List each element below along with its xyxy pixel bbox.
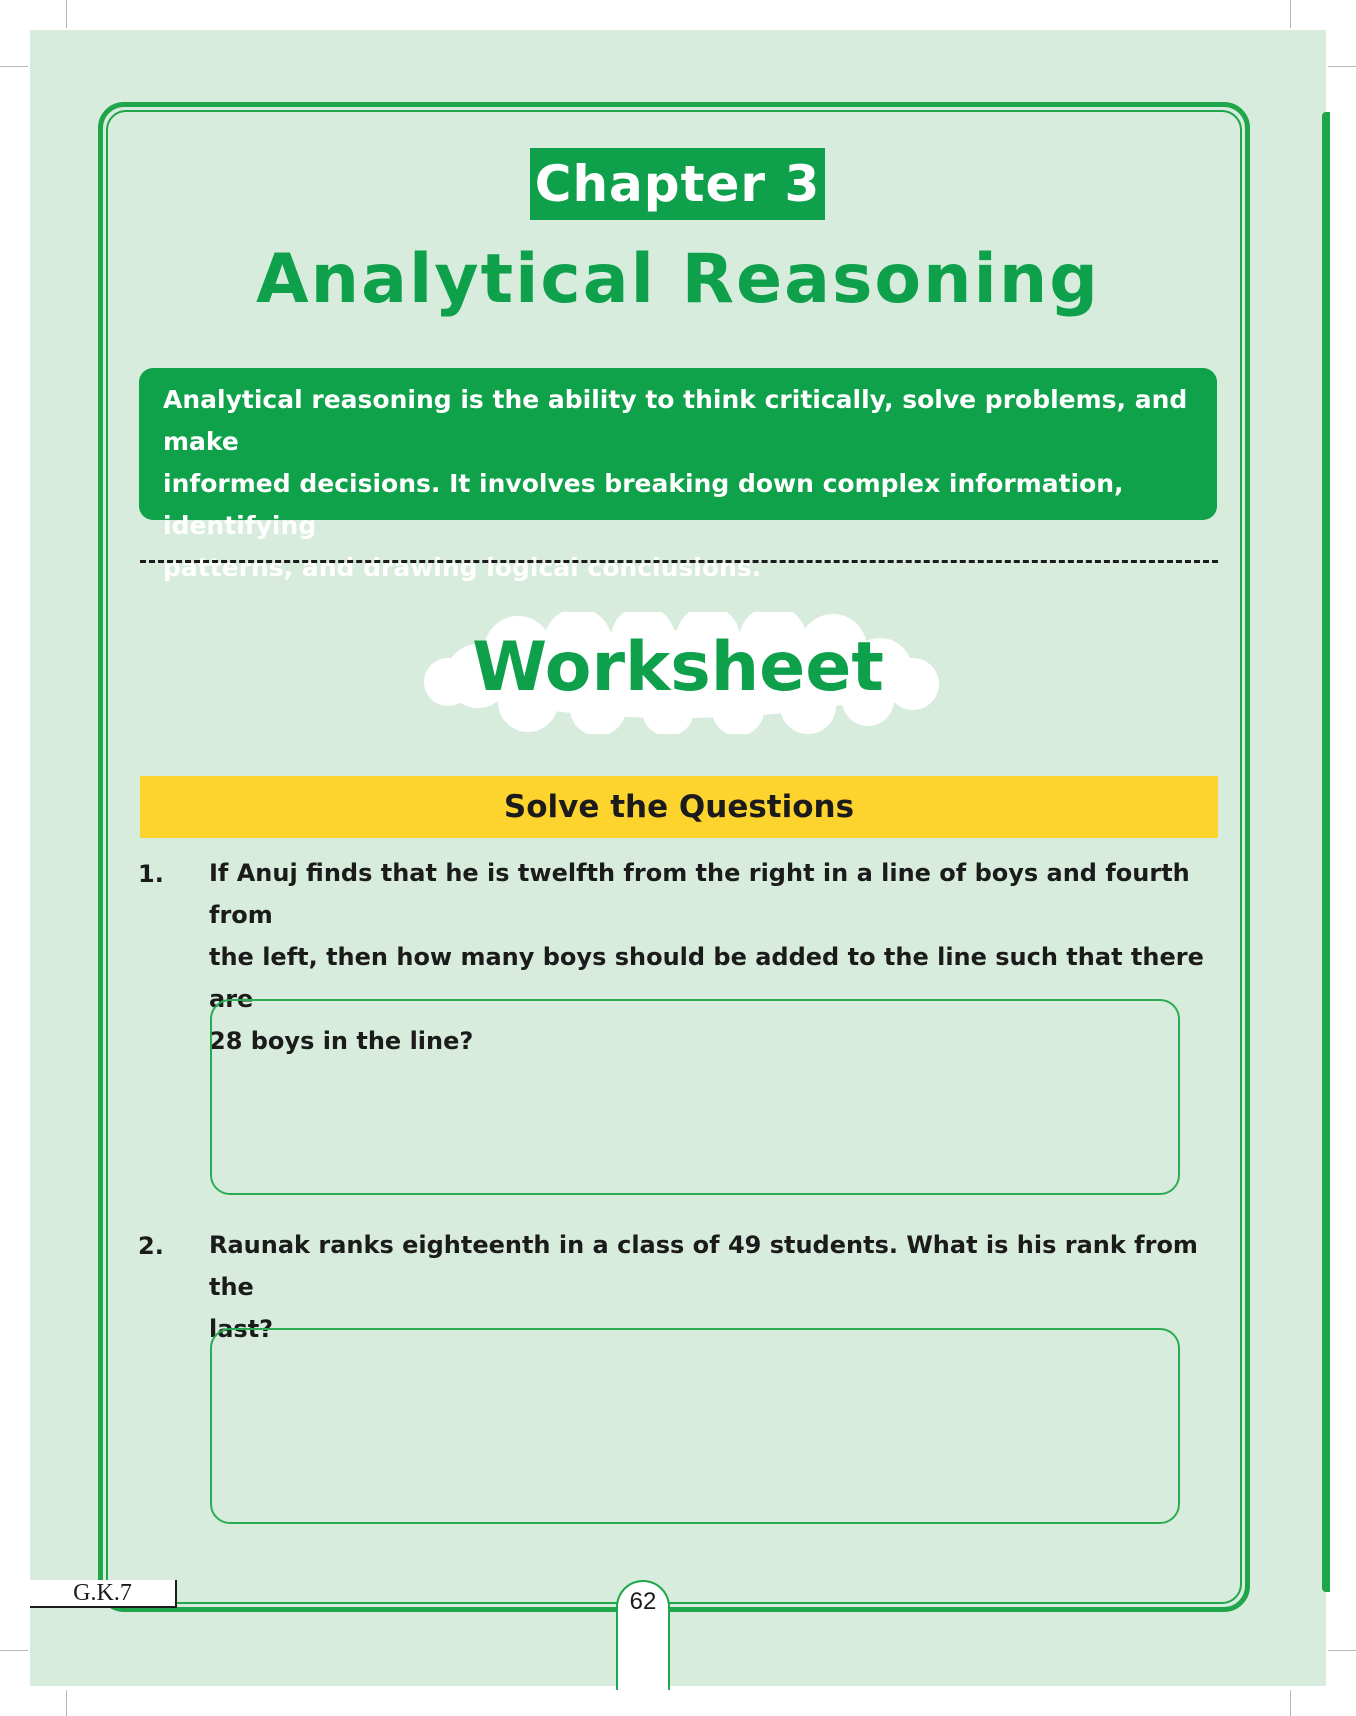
question-line: the left, then how many boys should be added to the line such that there are xyxy=(209,943,1204,1013)
question-number: 1. xyxy=(138,860,164,888)
question-line: Raunak ranks eighteenth in a class of 49 students. What is his rank from the xyxy=(209,1231,1198,1301)
book-code: G.K.7 xyxy=(30,1580,177,1608)
intro-line: patterns, and drawing logical conclusions. xyxy=(163,553,762,582)
intro-box xyxy=(139,368,1217,582)
question-line: If Anuj finds that he is twelfth from the right in a line of boys and fourth from xyxy=(209,859,1190,929)
answer-box[interactable] xyxy=(210,999,1180,1195)
chapter-badge: Chapter 3 xyxy=(530,148,825,220)
crop-mark xyxy=(1290,1690,1291,1716)
crop-mark xyxy=(66,0,67,28)
page-number: 62 xyxy=(629,1588,657,1615)
worksheet-title: Worksheet xyxy=(472,628,884,707)
crop-mark xyxy=(66,1690,67,1716)
crop-mark xyxy=(1328,1650,1356,1651)
answer-box[interactable] xyxy=(210,1328,1180,1524)
question-number: 2. xyxy=(138,1232,164,1260)
question-line: last? xyxy=(209,1315,274,1343)
section-heading: Solve the Questions xyxy=(140,776,1218,838)
crop-mark xyxy=(0,66,28,67)
next-page-edge xyxy=(1322,112,1330,1592)
dashed-divider xyxy=(140,560,1218,563)
intro-line: informed decisions. It involves breaking down complex information, identifying xyxy=(163,469,1124,540)
chapter-title: Analytical Reasoning xyxy=(256,240,1100,319)
intro-line: Analytical reasoning is the ability to think critically, solve problems, and make xyxy=(163,385,1188,456)
crop-mark xyxy=(0,1650,28,1651)
crop-mark xyxy=(1328,66,1356,67)
question-line: 28 boys in the line? xyxy=(209,1027,474,1055)
crop-mark xyxy=(1290,0,1291,28)
